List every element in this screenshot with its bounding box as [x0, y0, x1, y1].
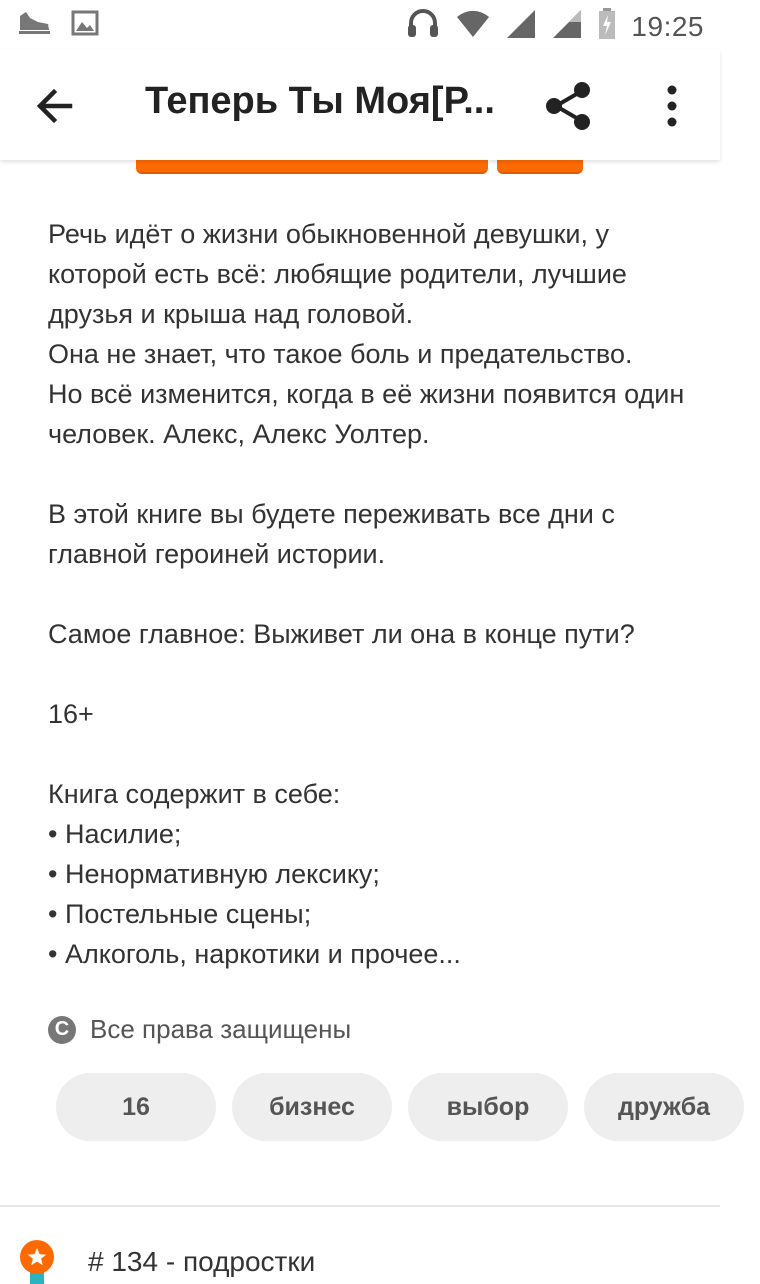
image-icon [70, 8, 100, 43]
battery-icon [597, 8, 617, 45]
description-paragraph: В этой книге вы будете переживать все дни с главной героиней истории. [48, 499, 615, 569]
description-paragraph: Но всё изменится, когда в её жизни появится один человек. Алекс, Алекс Уолтер. [48, 379, 685, 449]
signal-icon-2 [551, 8, 583, 45]
tag-chip[interactable]: бизнес [232, 1073, 392, 1141]
tag-chip[interactable]: дружба [584, 1073, 744, 1141]
copyright-notice [48, 1014, 351, 1045]
share-icon [540, 78, 596, 134]
age-rating: 16+ [48, 699, 94, 729]
tag-list [56, 1073, 711, 1141]
status-bar [0, 0, 720, 50]
ranking-row[interactable] [20, 1240, 720, 1280]
signal-icon [505, 8, 537, 45]
headset-icon [405, 6, 441, 47]
ranking-text: # 134 - подростки [88, 1246, 316, 1277]
app-bar [0, 50, 720, 160]
divider [0, 1205, 720, 1207]
story-description [48, 214, 688, 974]
contains-item: • Алкоголь, наркотики и прочее... [48, 939, 461, 969]
page-title: Теперь Ты Моя[Р... [145, 80, 495, 122]
tag-chip[interactable]: выбор [408, 1073, 568, 1141]
wifi-icon [455, 9, 491, 44]
back-button[interactable] [30, 80, 82, 132]
shoe-icon [16, 8, 52, 43]
copyright-icon: C [48, 1016, 76, 1044]
contains-item: • Насилие; [48, 819, 182, 849]
tag-chip[interactable]: 16 [56, 1073, 216, 1141]
contains-heading: Книга содержит в себе: [48, 779, 341, 809]
contains-item: • Ненормативную лексику; [48, 859, 380, 889]
description-paragraph: Самое главное: Выживет ли она в конце пути? [48, 619, 635, 649]
more-vert-icon [655, 80, 689, 132]
star-badge-icon [20, 1240, 54, 1274]
share-button[interactable] [540, 78, 596, 134]
back-arrow-icon [30, 80, 82, 132]
contains-item: • Постельные сцены; [48, 899, 312, 929]
description-paragraph: Она не знает, что такое боль и предательство. [48, 339, 633, 369]
more-options-button[interactable] [655, 80, 689, 132]
description-paragraph: Речь идёт о жизни обыкновенной девушки, у которой есть всё: любящие родители, лучшие друзья и крыша над головой. [48, 219, 627, 329]
status-time: 19:25 [631, 10, 704, 42]
copyright-text: Все права защищены [90, 1014, 352, 1044]
